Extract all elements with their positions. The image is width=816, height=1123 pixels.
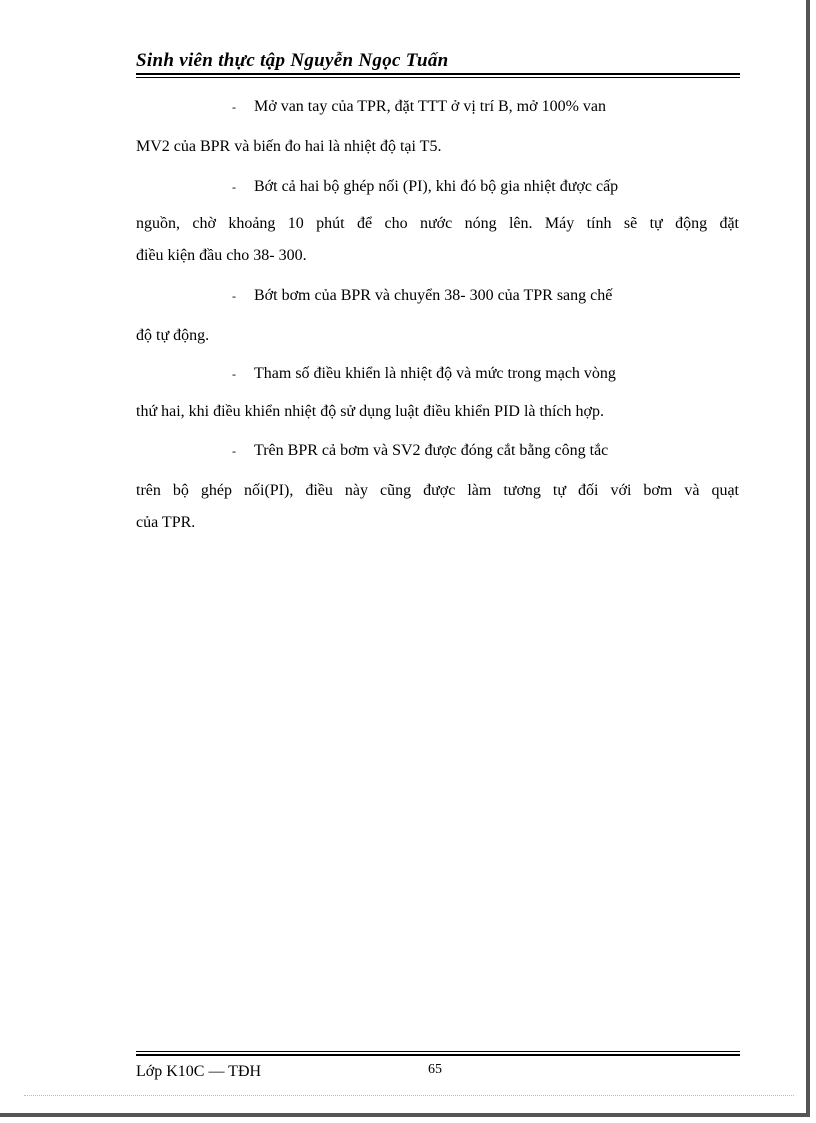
page-number: 65	[428, 1062, 442, 1077]
bottom-dotted-line	[24, 1095, 794, 1096]
paragraph-1-line-2: MV2 của BPR và biến đo hai là nhiệt độ tại T5.	[136, 138, 442, 155]
bullet-dash: -	[232, 180, 236, 194]
header-rule	[136, 73, 740, 78]
paragraph-1-line-1: - Mở van tay của TPR, đặt TTT ở vị trí B, mở 100% van	[232, 96, 606, 118]
bullet-dash: -	[232, 100, 236, 114]
paragraph-4-line-1: - Tham số điều khiển là nhiệt độ và mức trong mạch vòng	[232, 363, 616, 385]
paragraph-2-line-1: - Bớt cả hai bộ ghép nối (PI), khi đó bộ gia nhiệt được cấp	[232, 176, 618, 198]
paragraph-5-line-1: - Trên BPR cả bơm và SV2 được đóng cắt bằng công tắc	[232, 440, 608, 462]
page-footer	[136, 1051, 740, 1080]
page-header	[136, 50, 740, 78]
paragraph-5-line-3: của TPR.	[136, 514, 196, 531]
bullet-dash: -	[232, 289, 236, 303]
header-title: Sinh viên thực tập Nguyễn Ngọc Tuấn	[136, 50, 449, 71]
paragraph-3-line-1: - Bớt bơm của BPR và chuyển 38- 300 của TPR sang chế	[232, 285, 612, 307]
paragraph-2-line-3: điều kiện đầu cho 38- 300.	[136, 247, 307, 264]
paragraph-3-line-2: độ tự động.	[136, 327, 210, 344]
footer-class-label: Lớp K10C — TĐH	[136, 1063, 262, 1080]
paragraph-2-line-2: nguồn, chờ khoảng 10 phút để cho nước nóng lên. Máy tính sẽ tự động đặt	[136, 215, 739, 232]
paragraph-5-line-2: trên bộ ghép nối(PI), điều này cũng được làm tương tự đối với bơm và quạt	[136, 482, 739, 499]
paragraph-4-line-2: thứ hai, khi điều khiển nhiệt độ sử dụng luật điều khiển PID là thích hợp.	[136, 403, 604, 420]
bullet-dash: -	[232, 367, 236, 381]
bullet-dash: -	[232, 444, 236, 458]
